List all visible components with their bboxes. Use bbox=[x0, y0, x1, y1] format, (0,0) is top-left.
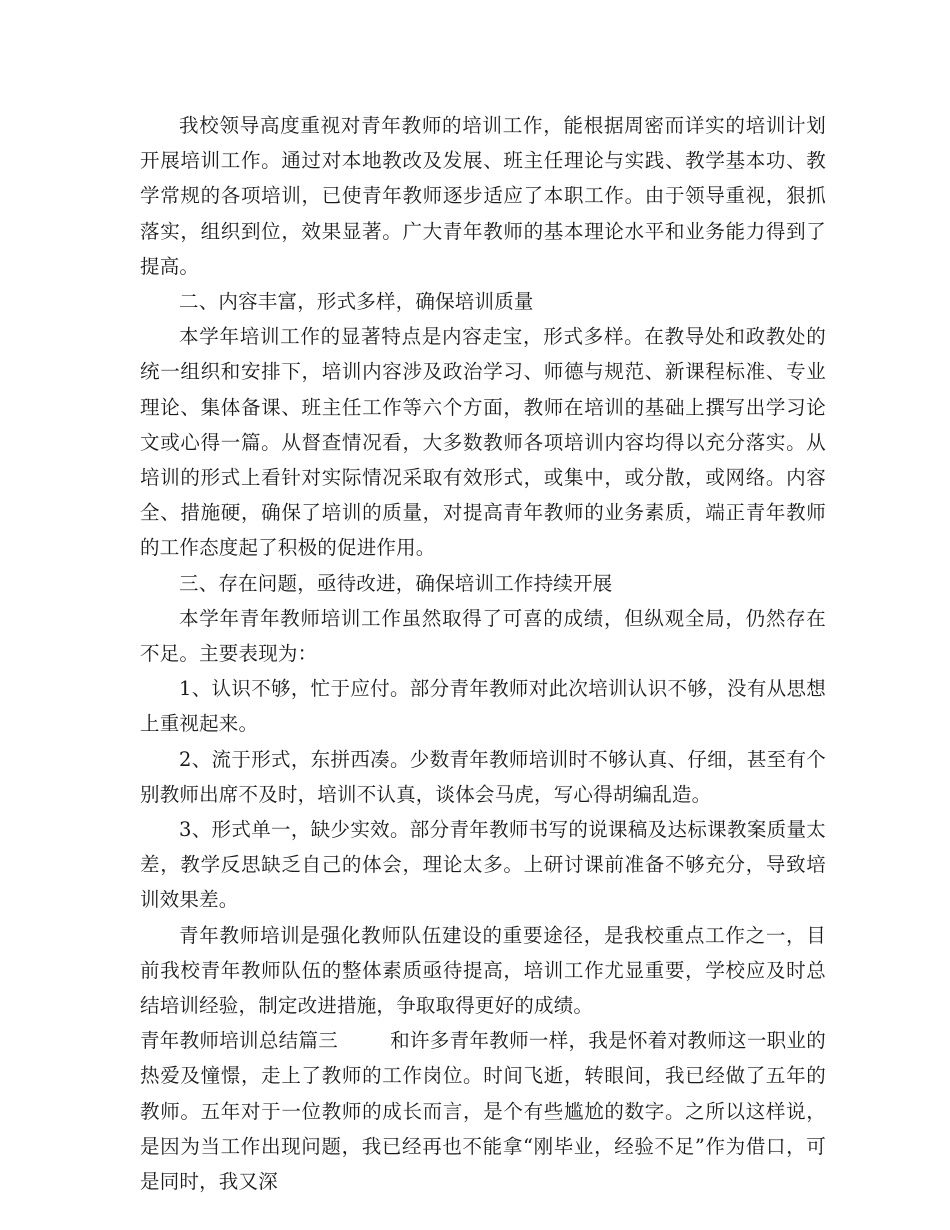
paragraph-content-forms: 本学年培训工作的显著特点是内容走宝，形式多样。在教导处和政教处的统一组织和安排下，培训内容涉及政治学习、师德与规范、新课程标准、专业理论、集体备课、班主任工作等六个方面，教师在培训的基础上撰写出学习论文或心得一篇。从督查情况看，大多数教师各项培训内容均得以充分落实。从培训的形式上看针对实际情况采取有效形式，或集中，或分散，或网络。内容全、措施硬，确保了培训的质量，对提高青年教师的业务素质，端正青年教师的工作态度起了积极的促进作用。 bbox=[140, 325, 826, 560]
title-gap bbox=[338, 1029, 390, 1052]
section-heading-three: 三、存在问题，亟待改进，确保培训工作持续开展 bbox=[179, 571, 613, 595]
list-item-2: 2、流于形式，东拼西凑。少数青年教师培训时不够认真、仔细，甚至有个别教师出席不及时，培训不认真，谈体会马虎，写心得胡编乱造。 bbox=[140, 747, 826, 806]
list-item-1: 1、认识不够，忙于应付。部分青年教师对此次培训认识不够，没有从思想上重视起来。 bbox=[140, 677, 826, 736]
document-page bbox=[140, 108, 826, 1199]
section-body: 和许多青年教师一样，我是怀着对教师这一职业的热爱及憧憬，走上了教师的工作岗位。时间飞逝，转眼间，我已经做了五年的教师。五年对于一位教师的成长而言，是个有些尴尬的数字。之所以这样说，是因为当工作出现问题，我已经再也不能拿“刚毕业，经验不足”作为借口，可是同时，我又深 bbox=[140, 1029, 826, 1194]
paragraph-shortcomings-intro: 本学年青年教师培训工作虽然取得了可喜的成绩，但纵观全局，仍然存在不足。主要表现为： bbox=[140, 606, 826, 666]
paragraph-conclusion: 青年教师培训是强化教师队伍建设的重要途径，是我校重点工作之一，目前我校青年教师队伍的整体素质亟待提高，培训工作尤显重要，学校应及时总结培训经验，制定改进措施，争取取得更好的成绩。 bbox=[140, 923, 826, 1018]
section-three-paragraph bbox=[140, 1023, 826, 1199]
paragraph-leadership: 我校领导高度重视对青年教师的培训工作，能根据周密而详实的培训计划开展培训工作。通过对本地教改及发展、班主任理论与实践、教学基本功、教学常规的各项培训，已使青年教师逐步适应了本职工作。由于领导重视，狠抓落实，组织到位，效果显著。广大青年教师的基本理论水平和业务能力得到了提高。 bbox=[140, 114, 826, 278]
section-heading-two: 二、内容丰富，形式多样，确保培训质量 bbox=[179, 290, 534, 314]
section-title: 青年教师培训总结篇三 bbox=[140, 1029, 339, 1053]
list-item-3: 3、形式单一，缺少实效。部分青年教师书写的说课稿及达标课教案质量太差，教学反思缺乏自己的体会，理论太多。上研讨课前准备不够充分，导致培训效果差。 bbox=[140, 818, 826, 912]
